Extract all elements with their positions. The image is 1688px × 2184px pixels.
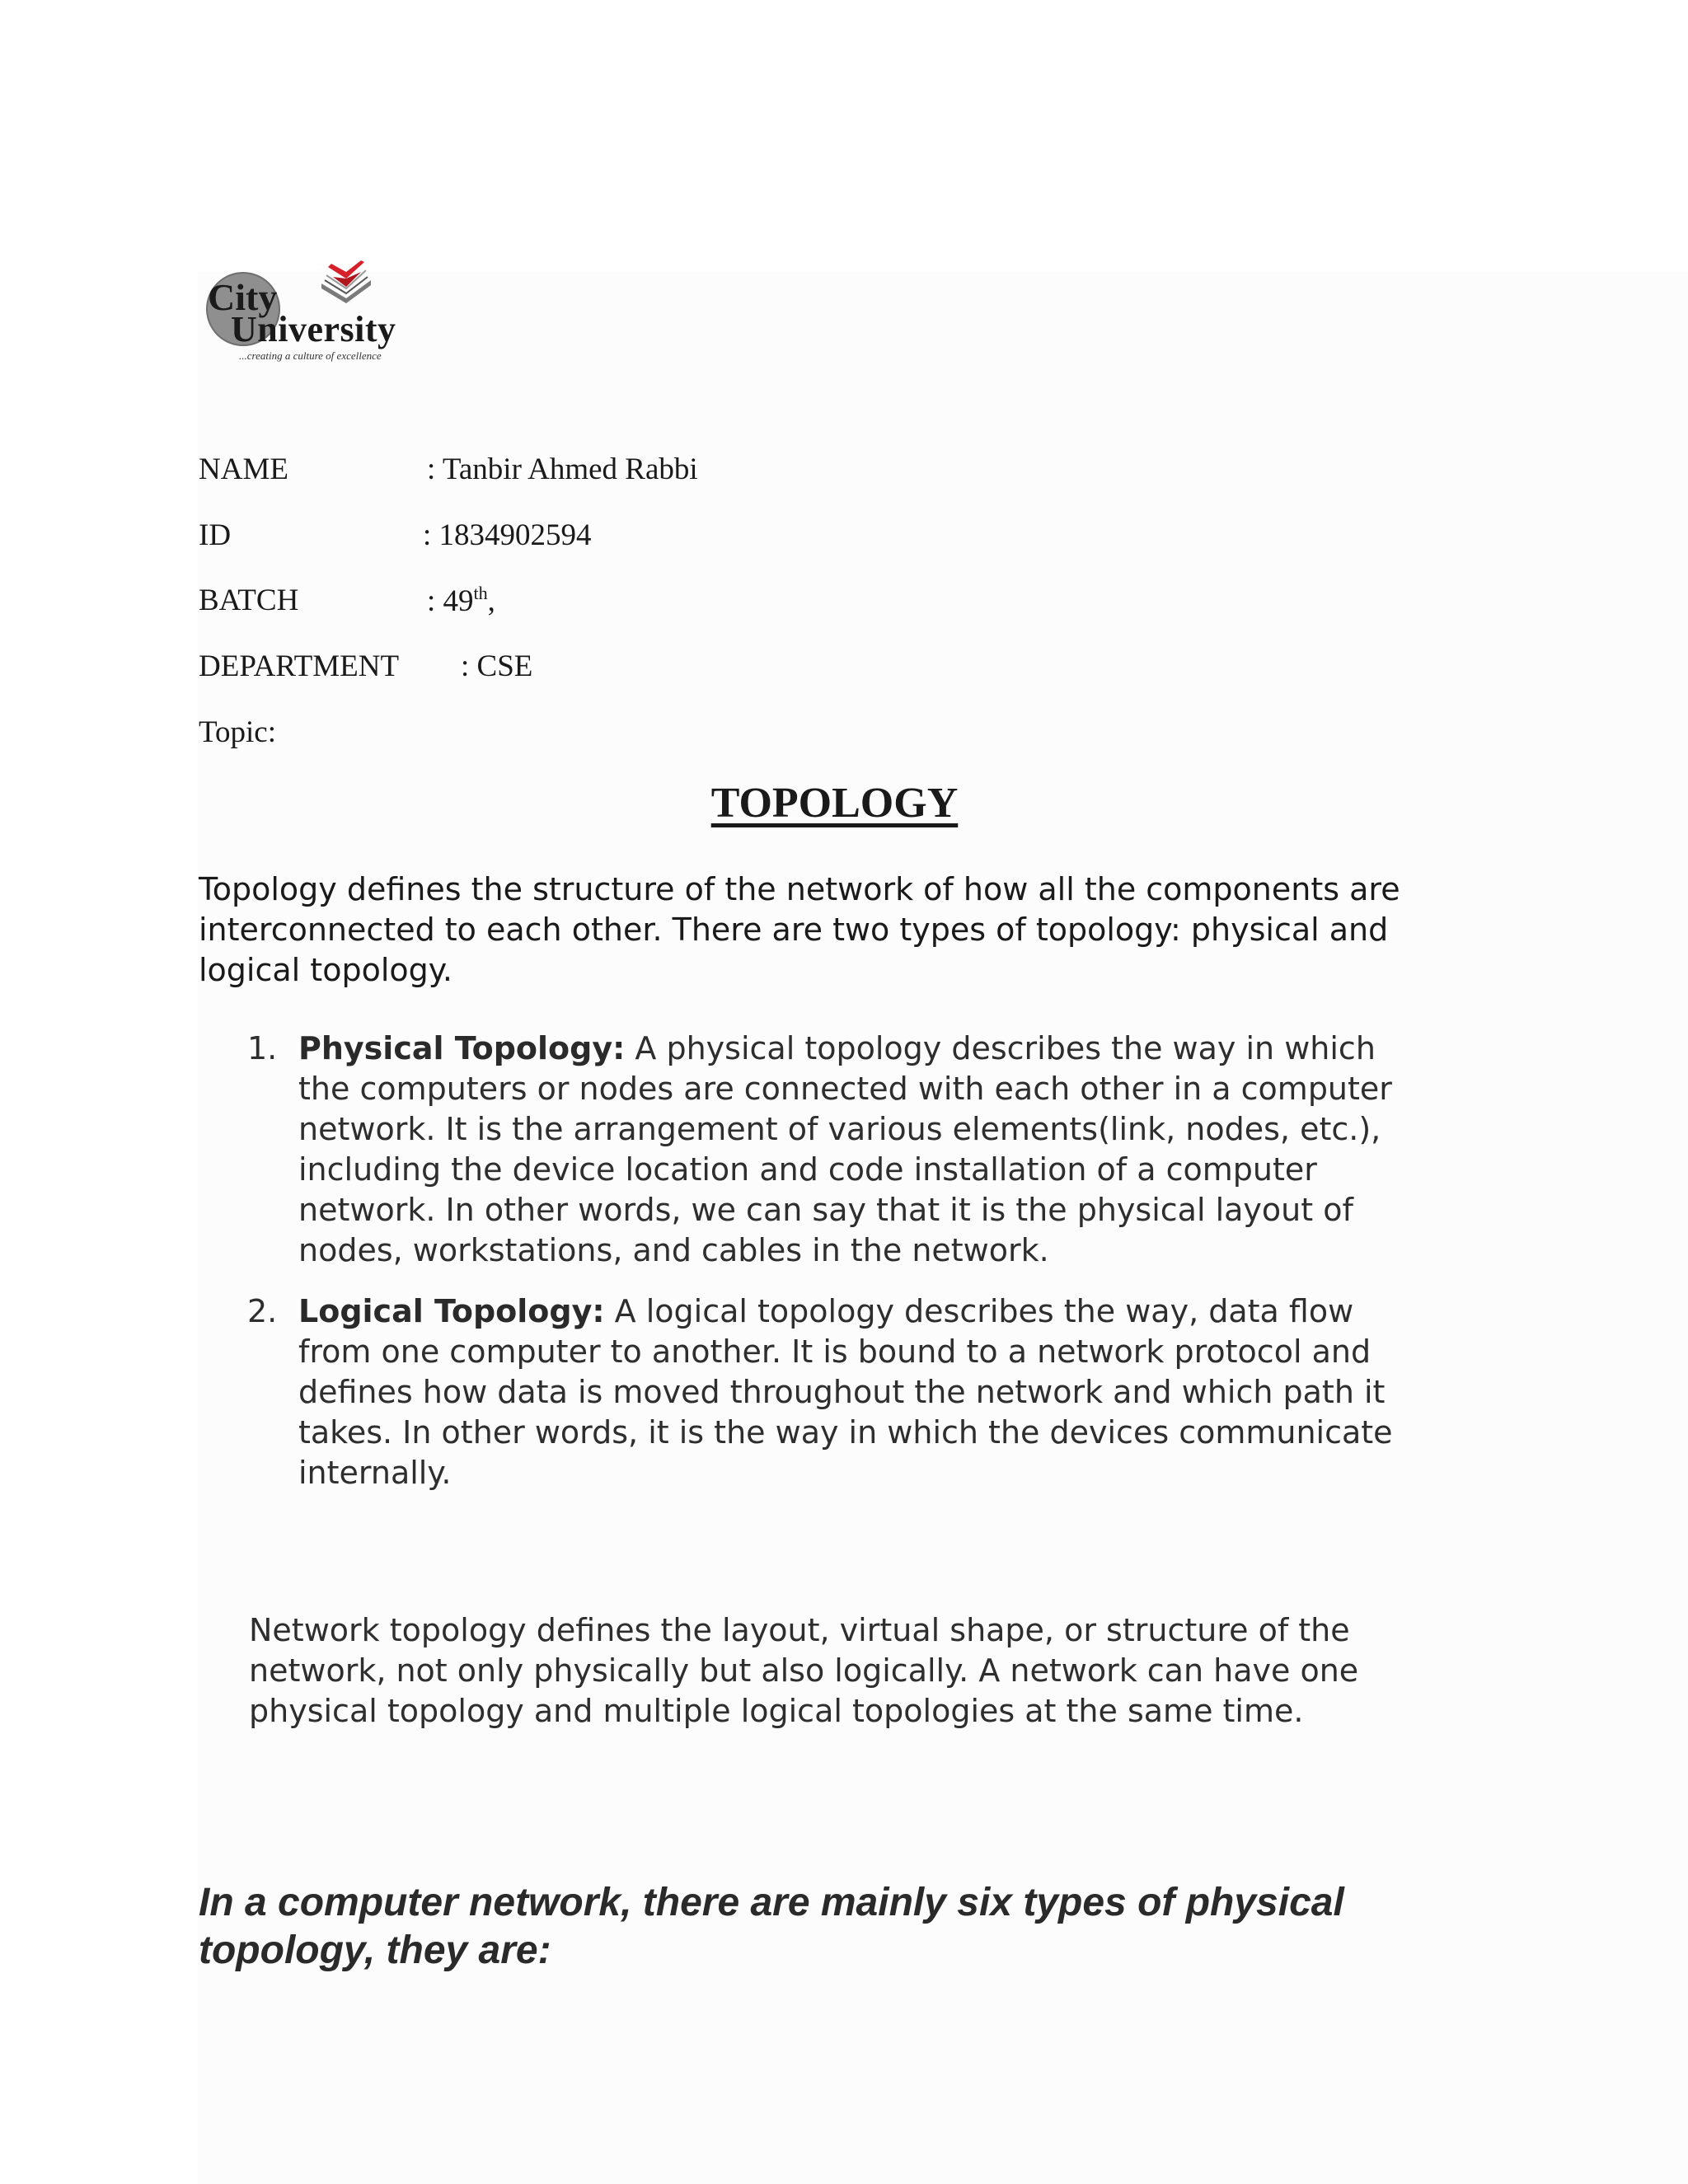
list-number: 2.: [247, 1293, 278, 1329]
paragraph-line: physical topology and multiple logical topologies at the same time.: [249, 1693, 1304, 1729]
list-line: [298, 1291, 1502, 1332]
paragraph-line: Network topology defines the layout, virtual shape, or structure of the: [249, 1612, 1350, 1648]
list-text: A physical topology describes the way in which: [625, 1030, 1376, 1066]
list-term: Logical Topology:: [298, 1293, 605, 1329]
list-term: Physical Topology:: [298, 1030, 626, 1066]
document-title: TOPOLOGY: [710, 780, 959, 827]
list-line: takes. In other words, it is the way in which the devices communicate: [298, 1414, 1393, 1451]
batch-value: [427, 583, 495, 619]
heading-line: topology, they are:: [199, 1929, 551, 1972]
department-value: : CSE: [461, 649, 533, 683]
list-line: including the device location and code installation of a computer: [298, 1151, 1317, 1188]
topic-label: Topic:: [199, 715, 276, 749]
heading-line: In a computer network, there are mainly six types of physical: [199, 1881, 1344, 1924]
department-label: DEPARTMENT: [199, 649, 400, 683]
intro-paragraph: [199, 869, 1501, 991]
batch-number: : 49: [427, 584, 474, 618]
intro-line: Topology defines the structure of the network of how all the components are: [199, 871, 1400, 907]
id-label: ID: [199, 518, 232, 552]
city-university-logo: [198, 255, 429, 371]
logo-text-city: City: [208, 276, 278, 318]
logo-text-university: University: [231, 309, 396, 349]
list-line: network. It is the arrangement of various elements(link, nodes, etc.),: [298, 1111, 1381, 1147]
batch-label: BATCH: [199, 583, 299, 617]
logo-tagline: ...creating a culture of excellence: [239, 349, 382, 362]
open-book-icon: [313, 255, 379, 308]
list-line: network. In other words, we can say that it is the physical layout of: [298, 1192, 1353, 1228]
intro-line: logical topology.: [199, 952, 452, 988]
list-line: [298, 1029, 1502, 1069]
list-line: nodes, workstations, and cables in the network.: [298, 1232, 1049, 1268]
physical-topology-types-heading: [199, 1879, 1517, 1975]
list-body: [298, 1029, 1502, 1271]
list-line: internally.: [298, 1455, 452, 1491]
list-number: 1.: [247, 1030, 278, 1066]
name-label: NAME: [199, 452, 288, 486]
batch-suffix: th: [473, 583, 488, 603]
network-topology-paragraph: [249, 1610, 1502, 1732]
list-line: defines how data is moved throughout the network and which path it: [298, 1374, 1386, 1410]
list-line: the computers or nodes are connected with each other in a computer: [298, 1071, 1392, 1107]
name-value: : Tanbir Ahmed Rabbi: [427, 452, 698, 486]
paragraph-line: network, not only physically but also logically. A network can have one: [249, 1652, 1359, 1689]
list-body: [298, 1291, 1502, 1493]
intro-line: interconnected to each other. There are two types of topology: physical and: [199, 912, 1389, 948]
id-value: : 1834902594: [423, 518, 592, 552]
list-text: A logical topology describes the way, data flow: [604, 1293, 1354, 1329]
list-line: from one computer to another. It is bound to a network protocol and: [298, 1333, 1372, 1370]
batch-trail: ,: [487, 584, 495, 618]
